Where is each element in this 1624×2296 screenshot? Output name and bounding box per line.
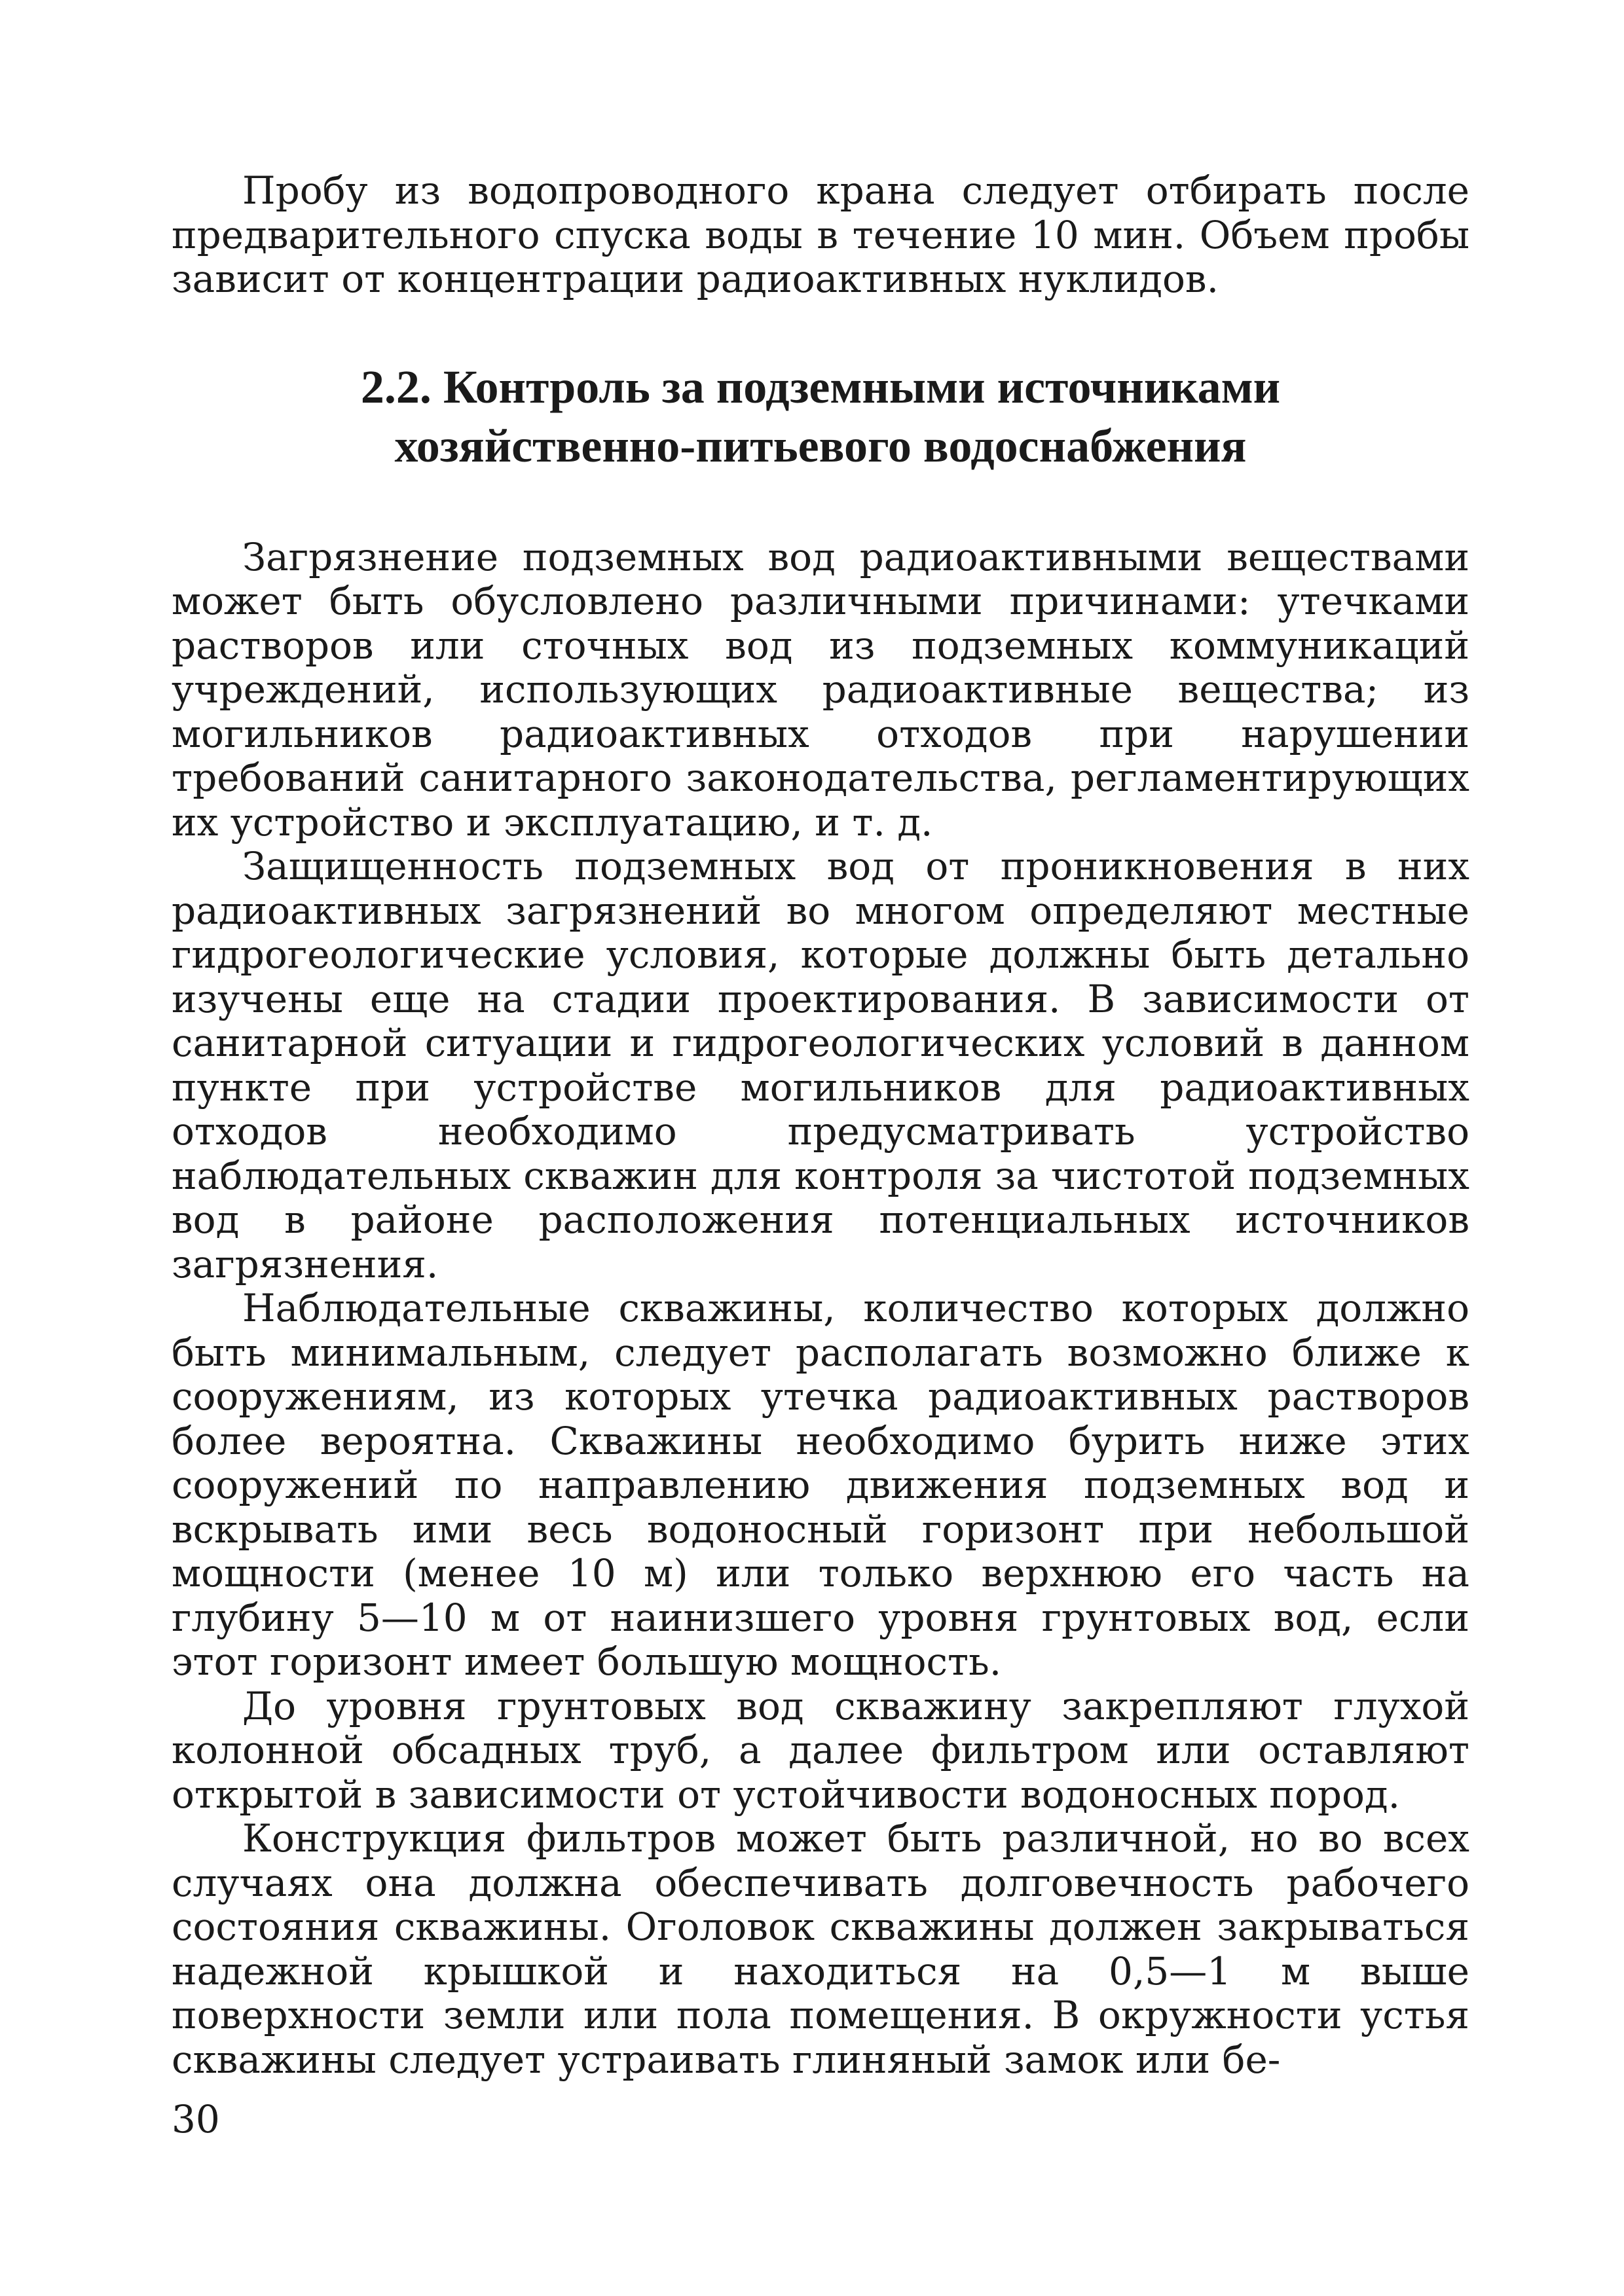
section-heading-line-2: хозяйственно-питьевого водоснабжения (394, 419, 1247, 472)
intro-paragraph: Пробу из водопроводного крана следует отбирать после предварительного спуска воды в течение 10 мин. Объем пробы зависит от концентрации радиоактивных нуклидов. (172, 168, 1469, 301)
paragraph-contamination-causes: Загрязнение подземных вод радиоактивными веществами может быть обусловлено различными причинами: утечками растворов или сточных вод из подземных коммуникаций учреждений, использующих радиоактивные вещества; из могильников радиоактивных отходов при нарушении требований санитарного законодательства, регламентирующих их устройство и эксплуатацию, и т. д. (172, 534, 1469, 845)
paragraph-casing: До уровня грунтовых вод скважину закрепляют глухой колонной обсадных труб, а далее фильтром или оставляют открытой в зависимости от устойчивости водоносных пород. (172, 1683, 1469, 1817)
section-heading (172, 357, 1469, 475)
paragraph-observation-wells: Наблюдательные скважины, количество которых должно быть минимальным, следует располагать возможно ближе к сооружениям, из которых утечка радиоактивных растворов более вероятна. Скважины необходимо бурить ниже этих сооружений по направлению движения подземных вод и вскрывать ими весь водоносный горизонт при небольшой мощности (менее 10 м) или только верхнюю его часть на глубину 5—10 м от наинизшего уровня грунтовых вод, если этот горизонт имеет большую мощность. (172, 1286, 1469, 1684)
section-heading-text (172, 357, 1469, 475)
section-heading-line-1: 2.2. Контроль за подземными источниками (360, 360, 1281, 413)
paragraph-protection-conditions: Защищенность подземных вод от проникновения в них радиоактивных загрязнений во многом определяют местные гидрогеологические условия, которые должны быть детально изучены еще на стадии проектирования. В зависимости от санитарной ситуации и гидрогеологических условий в данном пункте при устройстве могильников для радиоактивных отходов необходимо предусматривать устройство наблюдательных скважин для контроля за чистотой подземных вод в районе расположения потенциальных источников загрязнения. (172, 844, 1469, 1286)
paragraph-filter-construction: Конструкция фильтров может быть различной, но во всех случаях она должна обеспечивать долговечность рабочего состояния скважины. Оголовок скважины должен закрываться надежной крышкой и находиться на 0,5—1 м выше поверхности земли или пола помещения. В окружности устья скважины следует устраивать глиняный замок или бе- (172, 1816, 1469, 2082)
page-number: 30 (172, 2097, 220, 2141)
page-body (172, 169, 1469, 2082)
